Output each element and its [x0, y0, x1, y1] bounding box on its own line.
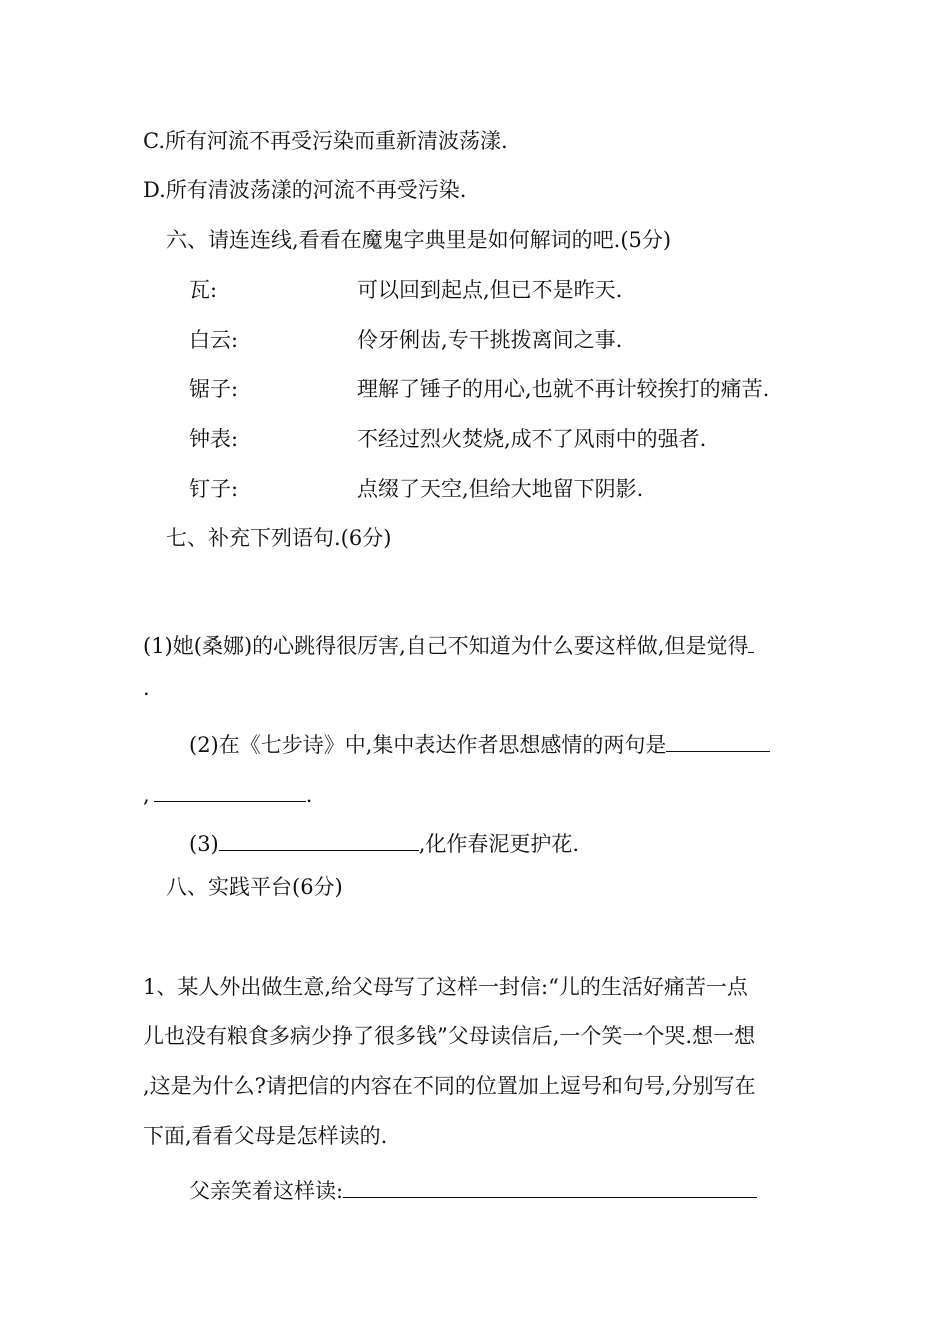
match-word-2: 白云: — [189, 328, 239, 352]
question-7-2-end: . — [305, 783, 313, 807]
section8-heading: 八、实践平台(6分) — [166, 875, 343, 899]
section7-heading: 七、补充下列语句.(6分) — [166, 526, 392, 550]
question-7-2-separator: , — [143, 783, 150, 807]
question-7-1-end: . — [143, 676, 150, 700]
option-c: C.所有河流不再受污染而重新清波荡漾. — [143, 129, 508, 153]
match-word-5: 钉子: — [189, 477, 239, 501]
question-7-2-cont — [143, 779, 312, 806]
answer-blank-7-2a[interactable] — [666, 729, 770, 752]
section6-heading: 六、请连连线,看看在魔鬼字典里是如何解词的吧.(5分) — [166, 228, 672, 252]
paragraph-line-1: 1、某人外出做生意,给父母写了这样一封信:“儿的生活好痛苦一点 — [143, 975, 748, 999]
match-word-1: 瓦: — [189, 278, 218, 302]
paragraph-line-3: ,这是为什么?请把信的内容在不同的位置加上逗号和句号,分别写在 — [143, 1074, 756, 1098]
answer-blank-father[interactable] — [343, 1175, 757, 1198]
match-definition-2: 伶牙俐齿,专干挑拨离间之事. — [357, 328, 623, 352]
match-definition-5: 点缀了天空,但给大地留下阴影. — [357, 477, 644, 501]
answer-blank-7-1[interactable] — [748, 630, 754, 653]
match-definition-4: 不经过烈火焚烧,成不了风雨中的强者. — [357, 427, 707, 451]
question-7-1 — [143, 630, 754, 657]
option-d: D.所有清波荡漾的河流不再受污染. — [143, 178, 467, 202]
match-word-4: 钟表: — [189, 427, 239, 451]
question-7-2 — [189, 729, 770, 756]
father-reading-label: 父亲笑着这样读: — [189, 1179, 344, 1203]
father-reading — [189, 1175, 757, 1202]
question-7-2-text: (2)在《七步诗》中,集中表达作者思想感情的两句是 — [189, 733, 667, 757]
match-word-3: 锯子: — [189, 377, 239, 401]
question-7-3 — [189, 828, 579, 855]
paragraph-line-2: 儿也没有粮食多病少挣了很多钱”父母读信后,一个笑一个哭.想一想 — [143, 1024, 756, 1048]
paragraph-line-4: 下面,看看父母是怎样读的. — [143, 1124, 388, 1148]
question-7-1-text: (1)她(桑娜)的心跳得很厉害,自己不知道为什么要这样做,但是觉得 — [143, 634, 749, 658]
match-definition-1: 可以回到起点,但已不是昨天. — [357, 278, 623, 302]
question-7-3-prefix: (3) — [189, 832, 219, 856]
match-definition-3: 理解了锤子的用心,也就不再计较挨打的痛苦. — [357, 377, 770, 401]
answer-blank-7-3[interactable] — [219, 828, 419, 851]
question-7-3-suffix: ,化作春泥更护花. — [418, 832, 580, 856]
answer-blank-7-2b[interactable] — [154, 779, 306, 802]
